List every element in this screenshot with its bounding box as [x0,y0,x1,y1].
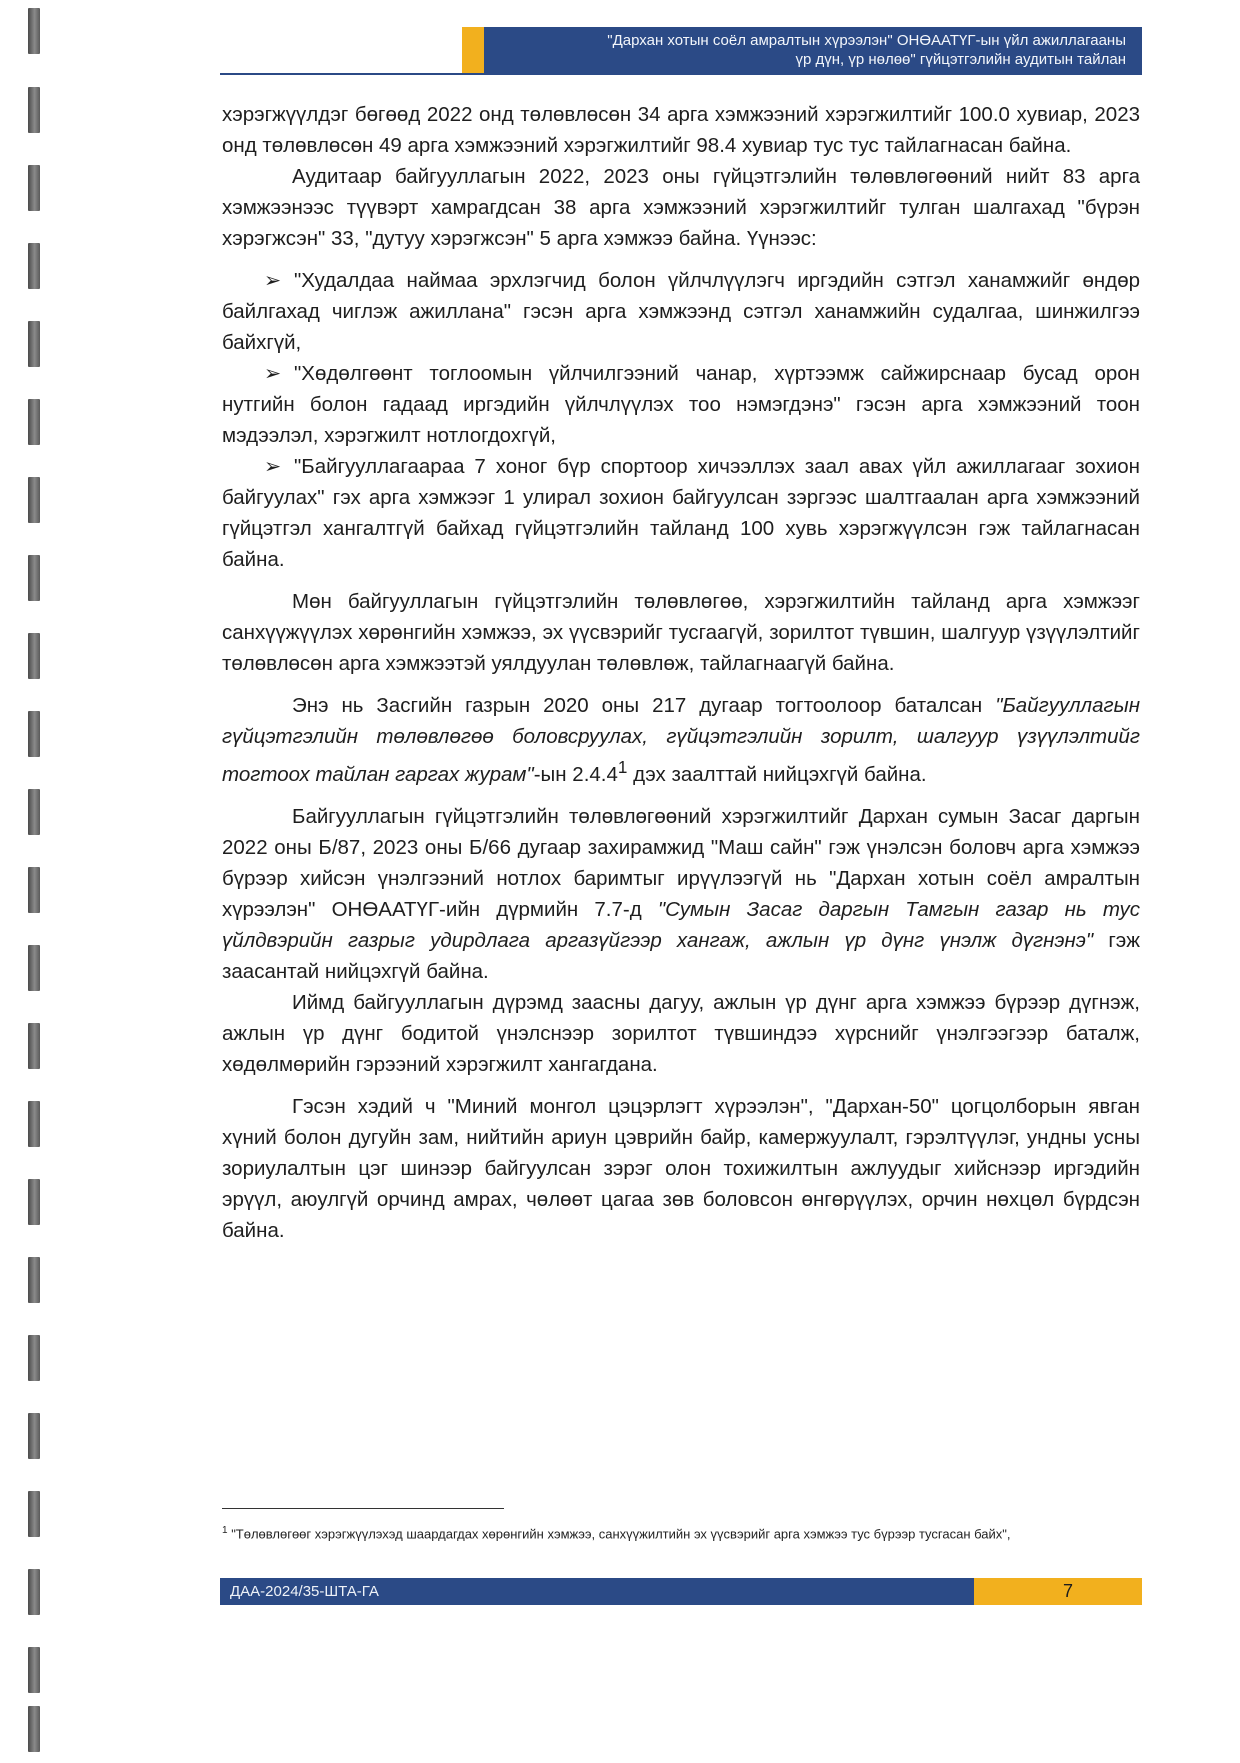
header-divider [220,73,1142,75]
footnote [222,1520,1140,1544]
document-code: ДАА-2024/35-ШТА-ГА [220,1578,974,1605]
footnote-reference: 1 [617,758,628,777]
paragraph-1: хэрэгжүүлдэг бөгөөд 2022 онд төлөвлөсөн 34 арга хэмжээний хэрэгжилтийг 100.0 хувиар, 2023 онд төлөвлөсөн 49 арга хэмжээний хэрэгжилтийг 98.4 хувиар тус тус тайлагнасан байна. [222,103,1140,157]
bullet-item-1 [222,265,1140,358]
page-number: 7 [974,1578,1142,1605]
bullet-item-1-text: "Худалдаа наймаа эрхлэгчид болон үйлчлүүлэгч иргэдийн сэтгэл ханамжийг өндөр байлгахад чиглэж ажиллана" гэсэн арга хэмжээнд сэтгэл ханамжийн судалгаа, шинжилгээ байхгүй, [222,269,1140,354]
arrow-bullet-icon: ➢ [264,455,282,478]
paragraph-2: Аудитаар байгууллагын 2022, 2023 оны гүйцэтгэлийн төлөвлөгөөний нийт 83 арга хэмжээнээс түүвэрт хамрагдсан 38 арга хэмжээний хэрэгжилтийг тулган шалгахад "бүрэн хэрэгжсэн" 33, "дутуу хэрэгжсэн" 5 арга хэмжээ байна. Үүнээс: [222,165,1140,250]
paragraph-6: Иймд байгууллагын дүрэмд заасны дагуу, ажлын үр дүнг арга хэмжээ бүрээр дүгнэж, ажлын үр дүнг бодитой үнэлснээр зорилтот түвшиндээ хүрснийг үнэлгээгээр баталж, хөдөлмөрийн гэрээний хэрэгжилт хангагдана. [222,990,1140,1076]
bullet-item-2-text: "Хөдөлгөөнт тоглоомын үйлчилгээний чанар, хүртээмж сайжирснаар бусад орон нутгийн болон гадаад иргэдийн үйлчлүүлэх тоо нэмэгдэнэ" гэсэн арга хэмжээний тоон мэдээлэл, хэрэгжилт нотлогдохгүй, [222,362,1140,447]
charter-quote: "Сумын Засаг даргын Тамгын газар нь тус үйлдвэрийн газрыг удирдлага аргазүйгээр хангаж, ажлын үр дүнг үнэлж дүгнэнэ" [222,897,1140,952]
paragraph-4-text-b: -ын 2.4.4 [533,762,618,786]
footnote-divider [222,1508,504,1509]
paragraph-4-text-c: дэх заалттай нийцэхгүй байна. [627,762,927,786]
paragraph-7: Гэсэн хэдий ч "Миний монгол цэцэрлэгт хүрээлэн", "Дархан-50" цогцолборын явган хүний болон дугуйн зам, нийтийн ариун цэврийн байр, камержуулалт, гэрэлтүүлэг, ундны усны зориулалтын цэг шинээр байгуулсан зэрэг олон тохижилтын ажлуудыг хийснээр иргэдийн эрүүл, аюулгүй орчинд амрах, чөлөөт цагаа зөв боловсон өнгөрүүлэх, орчин нөхцөл бүрдсэн байна. [222,1094,1140,1242]
regulation-title: "Байгууллагын гүйцэтгэлийн төлөвлөгөө боловсруулах, гүйцэтгэлийн зорилт, шалгуур үзүүлэлтийг тогтоох тайлан гаргах журам" [222,694,1140,786]
header-accent-bar [462,27,484,73]
arrow-bullet-icon: ➢ [264,362,282,385]
document-body [222,99,1140,1246]
binding-strip [28,0,48,1763]
paragraph-5-text-a: Байгууллагын гүйцэтгэлийн төлөвлөгөөний хэрэгжилтийг Дархан сумын Засаг даргын 2022 оны Б/87, 2023 оны Б/66 дугаар захирамжид "Маш сайн" гэж үнэлсэн боловч арга хэмжээ бүрээр хийсэн үнэлгээний нотлох баримтыг ирүүлээгүй нь "Дархан хотын соёл амралтын хүрээлэн" ОНӨААТҮГ-ийн дүрмийн 7.7-д [222,804,1140,921]
bullet-item-3-text: "Байгууллагаараа 7 хоног бүр спортоор хичээллэх заал авах үйл ажиллагааг зохион байгуулах" гэх арга хэмжээг 1 улирал зохион байгуулсан зэргээс шалтгаалан арга хэмжээний гүйцэтгэл хангалтгүй байхад гүйцэтгэлийн тайланд 100 хувь хэрэгжүүлсэн гэж тайлагнасан байна. [222,455,1140,571]
footnote-text: "Төлөвлөгөөг хэрэгжүүлэхэд шаардагдах хөрөнгийн хэмжээ, санхүүжилтийн эх үүсвэрийг арга хэмжээ тус бүрээр тусгасан байх", [231,1526,1011,1542]
paragraph-4 [222,690,1140,790]
report-header-banner [462,27,1142,73]
paragraph-5 [222,801,1140,987]
paragraph-4-text-a: Энэ нь Засгийн газрын 2020 оны 217 дугаар тогтоолоор баталсан [292,694,996,717]
bullet-item-2 [222,358,1140,451]
header-title [484,27,1142,73]
report-footer [220,1578,1142,1605]
paragraph-3: Мөн байгууллагын гүйцэтгэлийн төлөвлөгөө, хэрэгжилтийн тайланд арга хэмжээг санхүүжүүлэх хөрөнгийн хэмжээ, эх үүсвэрийг тусгаагүй, зорилтот түвшин, шалгуур үзүүлэлтийг төлөвлөсөн арга хэмжээтэй уялдуулан төлөвлөж, тайлагнаагүй байна. [222,590,1140,675]
bullet-item-3 [222,451,1140,575]
footnote-marker: 1 [222,1525,228,1536]
header-title-line1: "Дархан хотын соёл амралтын хүрээлэн" ОНӨААТҮГ-ын үйл ажиллагааны [607,32,1126,49]
paragraph-5-text-b: гэж заасантай нийцэхгүй байна. [222,928,1140,983]
header-title-line2: үр дүн, үр нөлөө" гүйцэтгэлийн аудитын тайлан [795,51,1126,68]
arrow-bullet-icon: ➢ [264,269,282,292]
